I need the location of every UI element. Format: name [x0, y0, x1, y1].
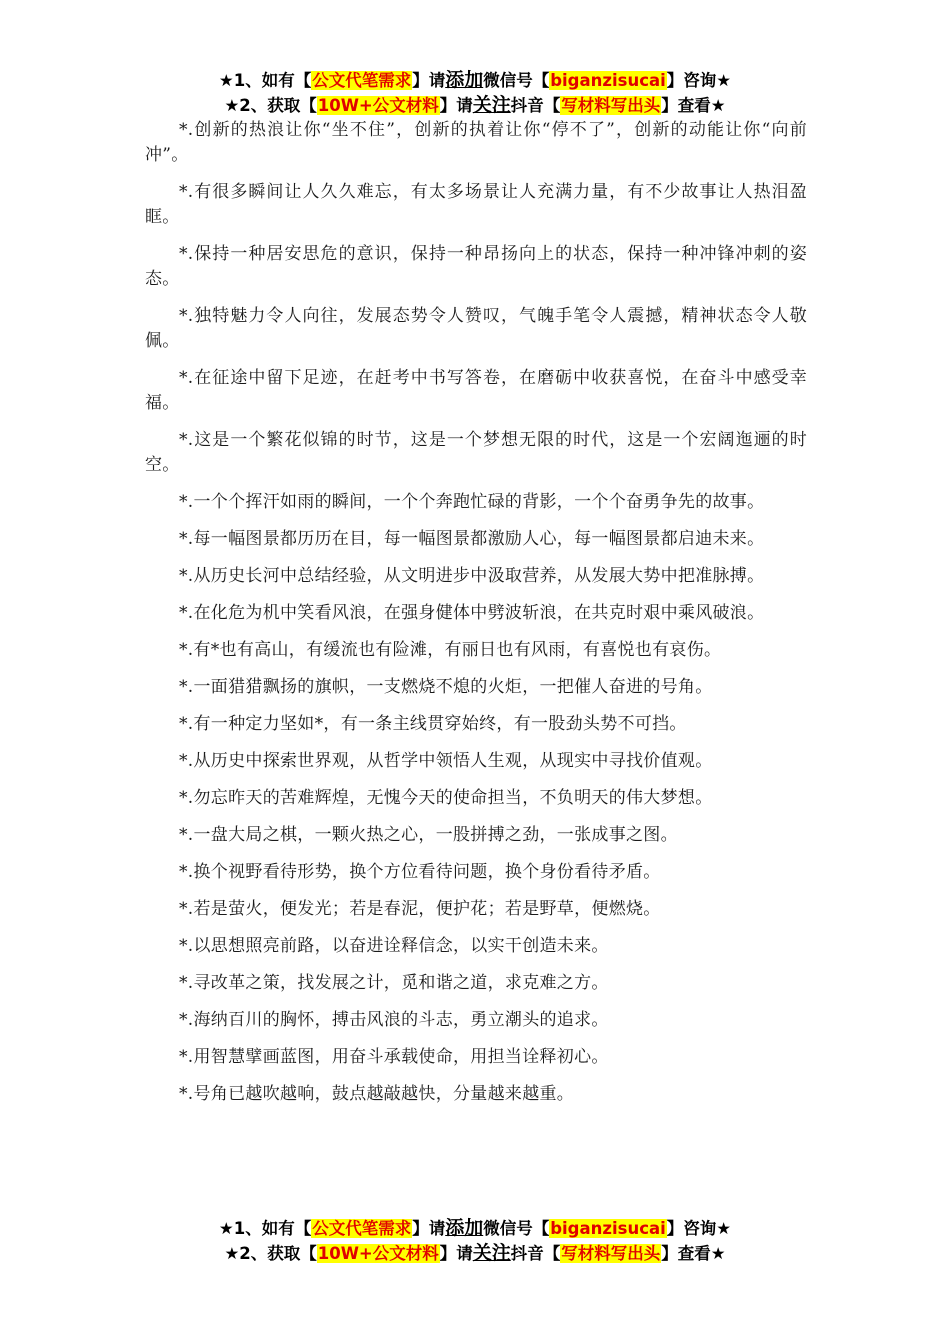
banner-line-2: ★2、获取【10W+公文材料】请关注抖音【写材料写出头】查看★ [224, 94, 726, 116]
paragraph: *.勿忘昨天的苦难辉煌，无愧今天的使命担当，不负明天的伟大梦想。 [179, 788, 713, 808]
banner-line-1: ★1、如有【公文代笔需求】请添加微信号【biganzisucai】咨询★ [218, 1217, 732, 1239]
paragraph: *.若是萤火，便发光；若是春泥，便护花；若是野草，便燃烧。 [179, 899, 661, 919]
paragraph: *.有很多瞬间让人久久难忘，有太多场景让人充满力量，有不少故事让人热泪盈眶。 [145, 182, 807, 227]
wechat-id: biganzisucai [550, 1219, 666, 1238]
paragraph: *.寻改革之策，找发展之计，觅和谐之道，求克难之方。 [179, 973, 609, 993]
paragraph: *.有*也有高山，有缓流也有险滩，有丽日也有风雨，有喜悦也有哀伤。 [179, 640, 722, 660]
document-body [145, 118, 807, 1119]
paragraph: *.这是一个繁花似锦的时节，这是一个梦想无限的时代，这是一个宏阔迤逦的时空。 [145, 430, 807, 475]
paragraph: *.独特魅力令人向往，发展态势令人赞叹，气魄手笔令人震撼，精神状态令人敬佩。 [145, 306, 807, 351]
footer-banner [0, 1216, 950, 1266]
highlight-service: 公文代笔需求 [312, 71, 412, 90]
douyin-account: 写材料写出头 [561, 96, 661, 115]
paragraph: *.号角已越吹越响，鼓点越敲越快，分量越来越重。 [179, 1084, 575, 1104]
header-banner [0, 68, 950, 118]
paragraph: *.从历史中探索世界观，从哲学中领悟人生观，从现实中寻找价值观。 [179, 751, 713, 771]
paragraph: *.创新的热浪让你“坐不住”，创新的执着让你“停不了”，创新的动能让你“向前冲”。 [145, 120, 807, 165]
paragraph: *.在征途中留下足迹，在赶考中书写答卷，在磨砺中收获喜悦，在奋斗中感受幸福。 [145, 368, 807, 413]
paragraph: *.换个视野看待形势，换个方位看待问题，换个身份看待矛盾。 [179, 862, 661, 882]
banner-line-2: ★2、获取【10W+公文材料】请关注抖音【写材料写出头】查看★ [224, 1242, 726, 1264]
highlight-service: 公文代笔需求 [312, 1219, 412, 1238]
paragraph: *.在化危为机中笑看风浪，在强身健体中劈波斩浪，在共克时艰中乘风破浪。 [179, 603, 765, 623]
paragraph: *.以思想照亮前路，以奋进诠释信念，以实干创造未来。 [179, 936, 609, 956]
paragraph: *.海纳百川的胸怀，搏击风浪的斗志，勇立潮头的追求。 [179, 1010, 609, 1030]
emphasis-add: 添加 [445, 1217, 484, 1239]
paragraph: *.一个个挥汗如雨的瞬间，一个个奔跑忙碌的背影，一个个奋勇争先的故事。 [179, 492, 765, 512]
emphasis-follow: 关注 [472, 1242, 511, 1264]
paragraph: *.一面猎猎飘扬的旗帜，一支燃烧不熄的火炬，一把催人奋进的号角。 [179, 677, 713, 697]
douyin-account: 写材料写出头 [561, 1244, 661, 1263]
wechat-id: biganzisucai [550, 71, 666, 90]
emphasis-follow: 关注 [472, 94, 511, 116]
paragraph: *.每一幅图景都历历在目，每一幅图景都激励人心，每一幅图景都启迪未来。 [179, 529, 765, 549]
highlight-materials: 10W+公文材料 [317, 1244, 439, 1263]
emphasis-add: 添加 [445, 69, 484, 91]
highlight-materials: 10W+公文材料 [317, 96, 439, 115]
paragraph: *.从历史长河中总结经验，从文明进步中汲取营养，从发展大势中把准脉搏。 [179, 566, 765, 586]
paragraph: *.保持一种居安思危的意识，保持一种昂扬向上的状态，保持一种冲锋冲刺的姿态。 [145, 244, 807, 289]
paragraph: *.一盘大局之棋，一颗火热之心，一股拼搏之劲，一张成事之图。 [179, 825, 678, 845]
paragraph: *.用智慧擘画蓝图，用奋斗承载使命，用担当诠释初心。 [179, 1047, 609, 1067]
banner-line-1: ★1、如有【公文代笔需求】请添加微信号【biganzisucai】咨询★ [218, 69, 732, 91]
paragraph: *.有一种定力坚如*，有一条主线贯穿始终，有一股劲头势不可挡。 [179, 714, 687, 734]
